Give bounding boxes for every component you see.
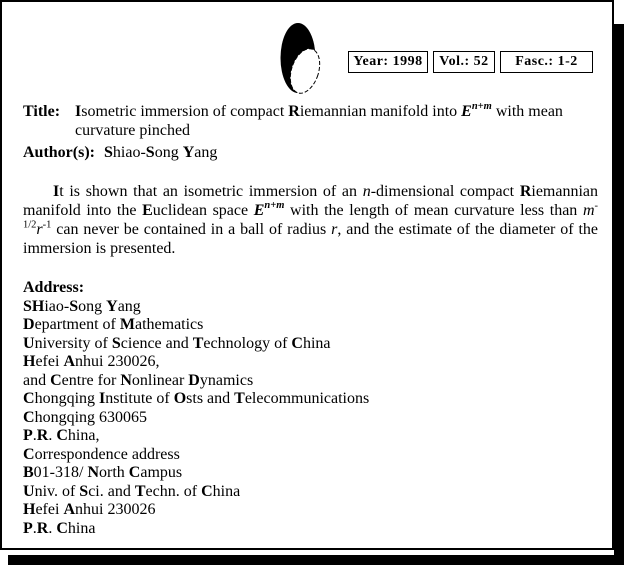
address-line: P.R. China, [23, 427, 100, 444]
abstract-text-segment: It is shown that an isometric immersion of an [53, 183, 363, 200]
issue-info-boxes [348, 51, 593, 73]
abstract-math-m-exponent: -1/2 [23, 200, 598, 231]
page-shadow-bottom [8, 555, 624, 565]
year-box-label: Year: 1998 [353, 54, 423, 69]
address-line: University of Science and Technology of China [23, 334, 331, 352]
address-line: Correspondence address [23, 445, 180, 463]
abstract-math-E: E [253, 202, 265, 219]
address-line: Chongqing Institute of Osts and Telecommunications [23, 390, 370, 407]
authors-value: Shiao-Song Yang [104, 144, 218, 161]
title-text-segment: curvature pinched [75, 122, 191, 139]
year-box [348, 51, 428, 73]
abstract-math-m: m [582, 202, 595, 219]
title-math-E: E [461, 103, 472, 120]
address-line: Chongqing 630065 [23, 408, 148, 426]
address-line: and Centre for Nonlinear Dynamics [23, 371, 254, 389]
address-line: P.R. China [23, 519, 96, 537]
fascicle-box [500, 51, 593, 73]
address-line: Department of Mathematics [23, 316, 204, 333]
title-row [23, 102, 599, 140]
title-text [75, 102, 599, 140]
address-line: B01-318/ North Campus [23, 464, 183, 481]
abstract-math-r-exponent: -1 [42, 219, 52, 231]
title-text-segment: with mean [491, 103, 563, 120]
volume-box [433, 51, 495, 73]
abstract-text-segment: -dimensional compact Riemannian manifold into the Euclidean space [23, 183, 599, 219]
abstract-text-segment: can never be contained in a ball of radius [51, 221, 332, 238]
address-line: SHiao-Song Yang [23, 297, 141, 315]
journal-logo-icon [276, 19, 322, 97]
address-block [23, 279, 599, 538]
abstract-math-E-exponent: n+m [264, 199, 285, 211]
abstract-math-r: r [36, 221, 43, 238]
abstract-paragraph [23, 182, 598, 258]
title-math-exponent: n+m [471, 100, 492, 112]
author-row [23, 143, 599, 162]
volume-box-label: Vol.: 52 [439, 54, 489, 69]
abstract-math-n: n [362, 183, 371, 200]
abstract-math-r2: r [331, 221, 338, 238]
abstract-text-segment: with the length of mean curvature less than [284, 202, 583, 219]
authors-label: Author(s): [23, 144, 95, 161]
address-label: Address: [23, 279, 85, 296]
address-line: Hefei Anhui 230026 [23, 501, 156, 518]
address-line: Univ. of Sci. and Techn. of China [23, 482, 241, 500]
address-line: Hefei Anhui 230026, [23, 353, 160, 370]
fascicle-box-label: Fasc.: 1-2 [515, 54, 578, 69]
title-text-segment: Isometric immersion of compact Riemannian manifold into [75, 103, 462, 120]
title-label: Title: [23, 103, 61, 120]
abstract-text-segment: , and the estimate of the diameter of the immersion is presented. [23, 221, 599, 257]
page-shadow-right [614, 24, 624, 565]
